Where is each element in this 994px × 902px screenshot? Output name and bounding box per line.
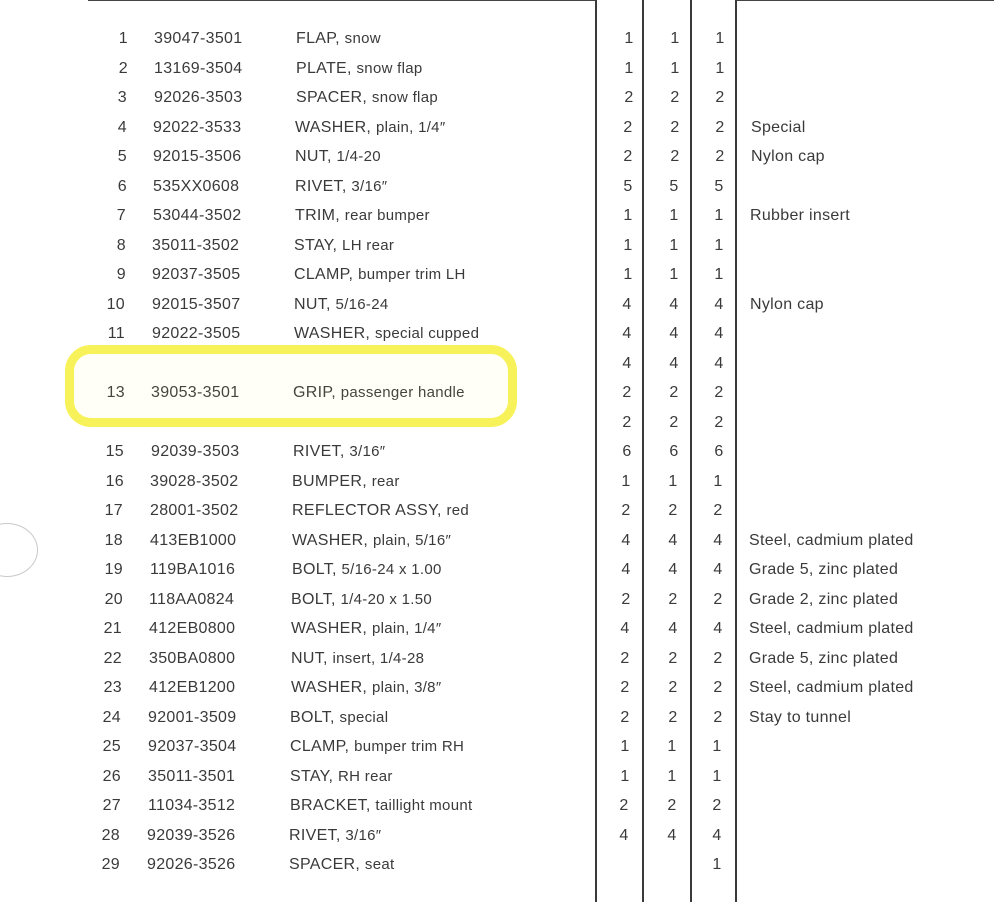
part-number: 413EB1000 — [150, 531, 237, 549]
qty-col-1: 5 — [623, 177, 633, 195]
part-name: CLAMP, — [290, 738, 350, 755]
part-name: PLATE, — [296, 59, 352, 77]
qty-col-1: 2 — [622, 413, 632, 431]
part-name: NUT, — [291, 649, 328, 667]
qty-col-3: 2 — [713, 502, 723, 519]
item-number: 9 — [116, 266, 126, 283]
table-row — [0, 556, 994, 585]
item-number: 21 — [103, 620, 122, 637]
part-description — [291, 650, 424, 668]
part-detail: 3/16″ — [349, 443, 386, 460]
part-name: WASHER, — [291, 679, 368, 696]
qty-col-2: 4 — [668, 561, 678, 578]
part-name: WASHER, — [292, 531, 369, 549]
part-number: 39047-3501 — [154, 30, 243, 47]
part-description — [290, 768, 393, 786]
item-number: 10 — [106, 295, 125, 313]
qty-col-3: 4 — [712, 826, 722, 844]
part-description — [294, 325, 479, 343]
qty-col-3: 1 — [713, 472, 723, 490]
part-description — [291, 620, 441, 638]
item-number: 3 — [117, 89, 127, 106]
qty-col-1: 2 — [623, 118, 633, 136]
part-description — [291, 591, 432, 609]
part-name: SPACER, — [289, 856, 361, 873]
item-number: 16 — [105, 472, 124, 490]
qty-col-1: 2 — [620, 649, 630, 667]
table-row — [0, 84, 994, 113]
qty-col-1: 4 — [622, 295, 632, 313]
qty-col-3: 4 — [713, 561, 723, 578]
qty-col-3: 2 — [712, 797, 722, 814]
part-detail: 3/16″ — [345, 826, 382, 844]
qty-col-2: 1 — [669, 236, 679, 254]
item-number: 25 — [102, 738, 121, 755]
item-number: 4 — [117, 118, 127, 136]
top-rule-right — [737, 0, 994, 1]
part-detail: 1/4-20 — [336, 148, 381, 165]
qty-col-2: 4 — [669, 354, 679, 372]
qty-col-3: 4 — [714, 325, 724, 342]
item-number: 23 — [103, 679, 122, 696]
part-detail: 3/16″ — [351, 177, 388, 195]
part-name: SPACER, — [296, 89, 368, 106]
part-detail: red — [446, 502, 470, 519]
qty-col-2: 6 — [669, 443, 679, 460]
qty-col-1: 6 — [622, 443, 632, 460]
part-detail: special cupped — [374, 325, 480, 342]
table-row — [0, 55, 994, 84]
table-row — [0, 615, 994, 644]
part-description — [296, 89, 438, 107]
part-name: TRIM, — [295, 207, 341, 224]
qty-col-2: 1 — [670, 30, 680, 47]
qty-col-2: 1 — [669, 207, 679, 224]
part-number: 92037-3504 — [148, 738, 237, 755]
qty-col-2: 2 — [668, 708, 678, 726]
part-name: NUT, — [295, 148, 332, 165]
part-detail: 5/16-24 x 1.00 — [341, 561, 442, 578]
qty-col-2: 2 — [668, 502, 678, 519]
qty-col-1: 4 — [620, 620, 630, 637]
qty-col-1: 2 — [620, 679, 630, 696]
item-number: 24 — [102, 708, 121, 726]
part-name: BRACKET, — [290, 797, 371, 814]
part-description — [295, 148, 381, 166]
part-description — [296, 30, 381, 48]
part-description — [295, 178, 387, 196]
table-row — [0, 468, 994, 497]
part-detail: plain, 1/4″ — [371, 620, 442, 637]
part-number: 28001-3502 — [150, 502, 239, 519]
part-detail: taillight mount — [375, 797, 473, 814]
table-row — [0, 733, 994, 762]
part-name: RIVET, — [295, 177, 347, 195]
part-number: 412EB0800 — [149, 620, 236, 637]
part-detail: rear bumper — [344, 207, 430, 224]
table-row — [0, 792, 994, 821]
table-row — [0, 25, 994, 54]
part-description — [292, 473, 400, 491]
qty-col-3: 4 — [713, 531, 723, 549]
part-number: 119BA1016 — [150, 561, 236, 578]
remarks: Grade 5, zinc plated — [749, 561, 899, 578]
table-row — [0, 497, 994, 526]
item-number: 27 — [102, 797, 121, 814]
table-row — [0, 674, 994, 703]
qty-col-1: 2 — [619, 797, 629, 814]
part-number: 92037-3505 — [152, 266, 241, 283]
part-detail: bumper trim LH — [358, 266, 466, 283]
top-rule-left — [88, 0, 595, 1]
part-number: 92039-3503 — [151, 443, 240, 460]
qty-col-2: 2 — [668, 590, 678, 608]
part-name: CLAMP, — [294, 266, 354, 283]
qty-col-2: 2 — [669, 413, 679, 431]
part-number: 92015-3506 — [153, 148, 242, 165]
part-description — [294, 237, 394, 255]
part-number: 92026-3503 — [154, 89, 243, 106]
qty-col-3: 1 — [714, 236, 724, 254]
part-name: STAY, — [294, 236, 338, 254]
qty-col-1: 1 — [621, 472, 631, 490]
part-description — [293, 443, 385, 461]
part-name: BUMPER, — [292, 472, 367, 490]
qty-col-1: 1 — [624, 30, 634, 47]
qty-col-3: 2 — [715, 89, 725, 106]
remarks: Special — [751, 118, 806, 136]
qty-col-2: 4 — [668, 531, 678, 549]
table-row — [0, 114, 994, 143]
part-name: GRIP, — [293, 384, 336, 401]
qty-col-3: 2 — [715, 148, 725, 165]
part-detail: insert, 1/4-28 — [332, 649, 425, 667]
part-number: 92001-3509 — [148, 708, 237, 726]
table-row — [0, 645, 994, 674]
qty-col-3: 4 — [714, 295, 724, 313]
qty-col-3: 4 — [714, 354, 724, 372]
qty-col-3: 1 — [715, 30, 725, 47]
qty-col-1: 1 — [624, 59, 634, 77]
part-detail: RH rear — [338, 767, 393, 785]
qty-col-3: 2 — [713, 679, 723, 696]
part-number: 412EB1200 — [149, 679, 236, 696]
table-row — [0, 291, 994, 320]
qty-col-1: 2 — [621, 502, 631, 519]
qty-col-2: 2 — [670, 148, 680, 165]
qty-col-3: 4 — [713, 620, 723, 637]
part-description — [294, 296, 389, 314]
part-description — [292, 532, 451, 550]
highlight-marker — [65, 345, 517, 427]
part-name: WASHER, — [295, 118, 372, 136]
table-row — [0, 261, 994, 290]
qty-col-3: 1 — [712, 738, 722, 755]
part-name: NUT, — [294, 295, 331, 313]
part-description — [289, 856, 394, 874]
item-number: 2 — [118, 59, 128, 77]
part-detail: bumper trim RH — [354, 738, 465, 755]
remarks: Nylon cap — [750, 295, 824, 313]
qty-col-3: 2 — [714, 413, 724, 431]
part-number: 53044-3502 — [153, 207, 242, 224]
remarks: Steel, cadmium plated — [749, 679, 914, 696]
remarks: Grade 5, zinc plated — [749, 649, 899, 667]
table-row — [0, 173, 994, 202]
part-name: BOLT, — [290, 708, 335, 726]
qty-col-1: 1 — [620, 738, 630, 755]
item-number: 8 — [116, 236, 126, 254]
qty-col-1: 4 — [621, 561, 631, 578]
item-number: 7 — [116, 207, 126, 224]
qty-col-1: 1 — [623, 236, 633, 254]
item-number: 17 — [104, 502, 123, 519]
part-description — [291, 679, 441, 697]
qty-col-3: 1 — [712, 767, 722, 785]
qty-col-2: 1 — [668, 472, 678, 490]
qty-col-3: 1 — [712, 856, 722, 873]
qty-col-1: 2 — [621, 590, 631, 608]
part-number: 92022-3533 — [153, 118, 242, 136]
table-row — [0, 202, 994, 231]
table-row — [0, 851, 994, 880]
qty-col-2: 2 — [670, 89, 680, 106]
qty-col-2: 1 — [669, 266, 679, 283]
qty-col-2: 2 — [668, 649, 678, 667]
qty-col-3: 1 — [714, 266, 724, 283]
part-number: 118AA0824 — [149, 590, 235, 608]
part-number: 92022-3505 — [152, 325, 241, 342]
item-number: 28 — [101, 826, 120, 844]
qty-col-2: 4 — [669, 325, 679, 342]
qty-col-1: 1 — [620, 767, 630, 785]
qty-col-1: 4 — [619, 826, 629, 844]
part-description — [296, 60, 423, 78]
qty-col-1: 1 — [623, 266, 633, 283]
part-number: 39053-3501 — [151, 384, 240, 401]
qty-col-2: 4 — [667, 826, 677, 844]
part-detail: LH rear — [342, 236, 395, 254]
qty-col-1: 4 — [621, 531, 631, 549]
part-detail: plain, 5/16″ — [372, 531, 452, 549]
item-number: 6 — [117, 177, 127, 195]
part-number: 35011-3501 — [148, 767, 236, 785]
item-number: 26 — [102, 767, 121, 785]
qty-col-1: 2 — [623, 148, 633, 165]
qty-col-2: 2 — [669, 384, 679, 401]
remarks: Steel, cadmium plated — [749, 531, 914, 549]
part-name: WASHER, — [294, 325, 371, 342]
qty-col-1: 1 — [623, 207, 633, 224]
qty-col-1: 2 — [624, 89, 634, 106]
table-row — [0, 438, 994, 467]
part-description — [290, 709, 388, 727]
remarks: Stay to tunnel — [749, 708, 852, 726]
table-row — [0, 527, 994, 556]
qty-col-3: 2 — [713, 708, 723, 726]
item-number: 18 — [104, 531, 123, 549]
part-name: STAY, — [290, 767, 334, 785]
table-row — [0, 232, 994, 261]
part-detail: snow flap — [371, 89, 438, 106]
table-row — [0, 763, 994, 792]
table-row — [0, 143, 994, 172]
part-name: RIVET, — [289, 826, 341, 844]
part-number: 11034-3512 — [148, 797, 236, 814]
part-detail: passenger handle — [340, 384, 465, 401]
part-detail: snow — [344, 30, 381, 47]
part-number: 350BA0800 — [149, 649, 236, 667]
qty-col-2: 4 — [668, 620, 678, 637]
part-number: 92026-3526 — [147, 856, 236, 873]
part-detail: snow flap — [356, 59, 423, 77]
part-name: BOLT, — [292, 561, 337, 578]
item-number: 29 — [101, 856, 120, 873]
table-row — [0, 704, 994, 733]
qty-col-2: 1 — [667, 738, 677, 755]
remarks: Nylon cap — [751, 148, 825, 165]
qty-col-3: 2 — [713, 649, 723, 667]
qty-col-1: 4 — [622, 325, 632, 342]
part-detail: plain, 3/8″ — [371, 679, 442, 696]
part-number: 535XX0608 — [153, 177, 240, 195]
qty-col-3: 5 — [714, 177, 724, 195]
part-name: FLAP, — [296, 30, 340, 47]
qty-col-1: 2 — [622, 384, 632, 401]
part-number: 39028-3502 — [150, 472, 239, 490]
remarks: Rubber insert — [750, 207, 850, 224]
part-description — [290, 797, 472, 815]
item-number: 11 — [107, 325, 125, 342]
table-row — [0, 586, 994, 615]
part-detail: special — [339, 708, 389, 726]
part-detail: 1/4-20 x 1.50 — [340, 590, 432, 608]
part-number: 92039-3526 — [147, 826, 236, 844]
qty-col-1: 4 — [622, 354, 632, 372]
qty-col-2: 4 — [669, 295, 679, 313]
qty-col-3: 6 — [714, 443, 724, 460]
item-number: 20 — [104, 590, 123, 608]
qty-col-3: 2 — [714, 384, 724, 401]
part-description — [289, 827, 381, 845]
part-description — [295, 119, 445, 137]
part-name: WASHER, — [291, 620, 368, 637]
remarks: Grade 2, zinc plated — [749, 590, 899, 608]
part-description — [294, 266, 466, 284]
item-number: 5 — [117, 148, 127, 165]
qty-col-1: 2 — [620, 708, 630, 726]
item-number: 19 — [104, 561, 123, 578]
part-description — [290, 738, 464, 756]
part-detail: rear — [371, 472, 400, 490]
qty-col-3: 2 — [715, 118, 725, 136]
item-number: 1 — [118, 30, 128, 47]
part-number: 13169-3504 — [154, 59, 243, 77]
qty-col-2: 1 — [667, 767, 677, 785]
part-name: REFLECTOR ASSY, — [292, 502, 442, 519]
part-detail: 5/16-24 — [335, 295, 389, 313]
qty-col-3: 2 — [713, 590, 723, 608]
qty-col-2: 2 — [667, 797, 677, 814]
qty-col-2: 5 — [669, 177, 679, 195]
part-description — [292, 502, 469, 520]
qty-col-3: 1 — [714, 207, 724, 224]
part-detail: plain, 1/4″ — [375, 118, 446, 136]
qty-col-3: 1 — [715, 59, 725, 77]
table-row — [0, 822, 994, 851]
part-detail: seat — [364, 856, 395, 873]
part-number: 35011-3502 — [152, 236, 240, 254]
part-name: RIVET, — [293, 443, 345, 460]
item-number: 13 — [106, 384, 125, 401]
part-name: BOLT, — [291, 590, 336, 608]
part-description — [295, 207, 430, 225]
qty-col-2: 1 — [670, 59, 680, 77]
remarks: Steel, cadmium plated — [749, 620, 914, 637]
part-number: 92015-3507 — [152, 295, 241, 313]
qty-col-2: 2 — [668, 679, 678, 696]
item-number: 22 — [103, 649, 122, 667]
item-number: 15 — [105, 443, 124, 460]
qty-col-2: 2 — [670, 118, 680, 136]
part-description — [292, 561, 442, 579]
